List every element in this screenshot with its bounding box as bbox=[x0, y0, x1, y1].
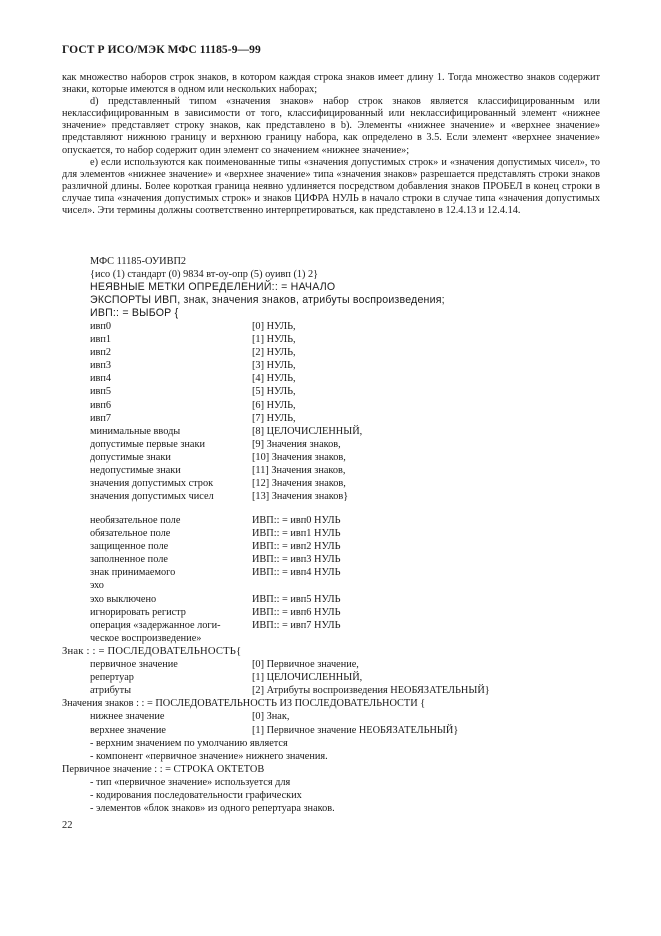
value-name: заполненное поле bbox=[90, 554, 168, 566]
znach-component-definition: [1] Первичное значение НЕОБЯЗАТЕЛЬНЫЙ} bbox=[252, 724, 459, 736]
znach-component-row bbox=[90, 724, 622, 737]
choice-name: ивп3 bbox=[90, 360, 112, 372]
value-name: ческое воспроизведение» bbox=[90, 632, 202, 644]
page-number: 22 bbox=[62, 820, 73, 831]
choice-row bbox=[90, 333, 600, 346]
value-definition: ИВП:: = ивп3 НУЛЬ bbox=[252, 554, 341, 566]
choice-name: недопустимые знаки bbox=[90, 465, 181, 477]
choice-row bbox=[90, 412, 600, 425]
znak-component-row bbox=[90, 671, 622, 684]
value-definition bbox=[252, 579, 600, 592]
value-name: обязательное поле bbox=[90, 528, 171, 540]
value-definition: ИВП:: = ивп7 НУЛЬ bbox=[252, 619, 341, 631]
value-definition: ИВП:: = ивп1 НУЛЬ bbox=[252, 528, 341, 540]
choice-name: значения допустимых строк bbox=[90, 478, 214, 490]
value-name: знак принимаемого bbox=[90, 567, 176, 579]
value-name: защищенное поле bbox=[90, 541, 169, 553]
value-name: необязательное поле bbox=[90, 515, 181, 526]
choice-row bbox=[90, 385, 600, 398]
value-definition: ИВП:: = ивп4 НУЛЬ bbox=[252, 567, 341, 579]
znach-component-row bbox=[90, 710, 622, 723]
ivp-choice-list bbox=[90, 320, 600, 503]
choice-definition: [4] НУЛЬ, bbox=[252, 373, 296, 385]
znak-component-row bbox=[90, 658, 622, 671]
value-definition: ИВП:: = ивп5 НУЛЬ bbox=[252, 593, 341, 605]
choice-name: ивп1 bbox=[90, 334, 112, 346]
ivp-value-list bbox=[90, 514, 600, 645]
znach-component-name: верхнее значение bbox=[90, 724, 166, 736]
choice-definition: [1] НУЛЬ, bbox=[252, 334, 296, 346]
choice-name: ивп2 bbox=[90, 347, 112, 359]
choice-name: допустимые знаки bbox=[90, 451, 171, 463]
perv-comments bbox=[90, 776, 622, 815]
module-name: МФС 11185-ОУИВП2 bbox=[90, 256, 187, 267]
znak-component-definition: [2] Атрибуты воспроизведения НЕОБЯЗАТЕЛЬНЫЙ} bbox=[252, 685, 490, 697]
choice-name: значения допустимых чисел bbox=[90, 491, 214, 503]
comment-line: - компонент «первичное значение» нижнего значения. bbox=[90, 750, 328, 762]
choice-name: ивп4 bbox=[90, 373, 112, 385]
choice-name: ивп7 bbox=[90, 412, 112, 424]
choice-definition: [5] НУЛЬ, bbox=[252, 386, 296, 398]
choice-row bbox=[90, 477, 600, 490]
comment-line: - элементов «блок знаков» из одного репертуара знаков. bbox=[90, 803, 335, 815]
choice-definition: [10] Значения знаков, bbox=[252, 451, 346, 463]
choice-definition: [3] НУЛЬ, bbox=[252, 360, 296, 372]
choice-definition: [0] НУЛЬ, bbox=[252, 321, 296, 332]
choice-definition: [9] Значения знаков, bbox=[252, 438, 341, 450]
choice-definition: [11] Значения знаков, bbox=[252, 465, 346, 477]
choice-definition: [2] НУЛЬ, bbox=[252, 347, 296, 359]
znak-component-row bbox=[90, 684, 622, 697]
asn-module-header bbox=[90, 255, 600, 320]
value-row bbox=[90, 540, 600, 553]
znach-head: Значения знаков : : = ПОСЛЕДОВАТЕЛЬНОСТЬ ИЗ ПОСЛЕДОВАТЕЛЬНОСТИ { bbox=[62, 698, 426, 710]
standard-header: ГОСТ Р ИСО/МЭК МФС 11185-9—99 bbox=[62, 44, 261, 56]
value-name: эхо bbox=[90, 580, 104, 592]
choice-definition: [7] НУЛЬ, bbox=[252, 412, 296, 424]
znach-component-definition: [0] Знак, bbox=[252, 711, 290, 723]
znach-rows bbox=[90, 710, 622, 736]
choice-row bbox=[90, 451, 600, 464]
znak-component-definition: [1] ЦЕЛОЧИСЛЕННЫЙ, bbox=[252, 672, 363, 684]
value-name: операция «задержанное логи- bbox=[90, 619, 221, 631]
choice-definition: [12] Значения знаков, bbox=[252, 478, 346, 490]
choice-row bbox=[90, 438, 600, 451]
value-definition: ИВП:: = ивп0 НУЛЬ bbox=[252, 515, 341, 526]
choice-row bbox=[90, 464, 600, 477]
choice-row bbox=[90, 399, 600, 412]
value-row bbox=[90, 566, 600, 579]
value-name: эхо выключено bbox=[90, 593, 157, 605]
perv-head: Первичное значение : : = СТРОКА ОКТЕТОВ bbox=[62, 763, 265, 775]
znak-rows bbox=[90, 658, 622, 697]
choice-name: ивп5 bbox=[90, 386, 112, 398]
choice-name: ивп6 bbox=[90, 399, 112, 411]
value-row bbox=[90, 619, 600, 632]
value-row bbox=[90, 593, 600, 606]
value-row bbox=[90, 606, 600, 619]
paragraph-continuation: как множество наборов строк знаков, в котором каждая строка знаков имеет длину 1. Тогда множество знаков содержит знаки, которые имеются в одном или нескольких наборах; bbox=[62, 72, 600, 96]
znach-component-name: нижнее значение bbox=[90, 711, 165, 723]
module-exports: ЭКСПОРТЫ ИВП, знак, значения знаков, атрибуты воспроизведения; bbox=[90, 294, 445, 307]
choice-name: минимальные вводы bbox=[90, 425, 181, 437]
choice-row bbox=[90, 320, 600, 333]
znak-component-definition: [0] Первичное значение, bbox=[252, 659, 359, 671]
znak-head: Знак : : = ПОСЛЕДОВАТЕЛЬНОСТЬ{ bbox=[62, 646, 242, 657]
comment-line: - верхним значением по умолчанию является bbox=[90, 737, 288, 749]
value-definition bbox=[252, 632, 600, 645]
paragraph-item-e: е) если используются как поименованные типы «значения допустимых строк» и «значения допустимых чисел», то для элементов «нижнее значение» и «верхнее значение» типа «значения знаков» разрешается представлять строки знаков различной длины. Более короткая граница неявно удлиняется посредством добавления знаков ПРОБЕЛ в конец строки в случае типа «значения допустимых строк» и знаков ЦИФРА НУЛЬ в начало строки в случае типа «значения допустимых чисел». Эти термины должны соответственно интерпретироваться, как представлено в 12.4.13 и 12.4.14. bbox=[62, 156, 600, 217]
choice-definition: [13] Значения знаков} bbox=[252, 491, 349, 503]
choice-row bbox=[90, 346, 600, 359]
choice-name: ивп0 bbox=[90, 321, 112, 332]
choice-definition: [6] НУЛЬ, bbox=[252, 399, 296, 411]
module-tags: НЕЯВНЫЕ МЕТКИ ОПРЕДЕЛЕНИЙ:: = НАЧАЛО bbox=[90, 281, 336, 294]
choice-row bbox=[90, 425, 600, 438]
ivp-choice-head: ИВП:: = ВЫБОР { bbox=[90, 307, 179, 320]
choice-row bbox=[90, 372, 600, 385]
prose-section bbox=[62, 72, 600, 217]
znach-comments bbox=[90, 737, 622, 763]
value-definition: ИВП:: = ивп6 НУЛЬ bbox=[252, 606, 341, 618]
znak-definition bbox=[62, 645, 622, 815]
choice-row bbox=[90, 359, 600, 372]
znak-component-name: репертуар bbox=[90, 672, 134, 684]
value-name: игнорировать регистр bbox=[90, 606, 186, 618]
choice-definition: [8] ЦЕЛОЧИСЛЕННЫЙ, bbox=[252, 425, 363, 437]
znak-component-name: атрибуты bbox=[90, 685, 132, 697]
comment-line: - тип «первичное значение» используется для bbox=[90, 776, 291, 788]
value-row bbox=[90, 632, 600, 645]
value-row bbox=[90, 514, 600, 527]
choice-name: допустимые первые знаки bbox=[90, 438, 206, 450]
module-oid: {исо (1) стандарт (0) 9834 вт-оу-опр (5) оуивп (1) 2} bbox=[90, 269, 319, 281]
znak-component-name: первичное значение bbox=[90, 659, 178, 671]
comment-line: - кодирования последовательности графических bbox=[90, 790, 302, 802]
value-row bbox=[90, 553, 600, 566]
value-row bbox=[90, 527, 600, 540]
value-definition: ИВП:: = ивп2 НУЛЬ bbox=[252, 541, 341, 553]
choice-row bbox=[90, 490, 600, 503]
value-row bbox=[90, 579, 600, 592]
paragraph-item-d: d) представленный типом «значения знаков» набор строк знаков является классифицированным или неклассифицированным в зависимости от того, классифицированный или неклассифицированный элемент «нижнее значение» представляет строку знаков, как представлено в b). Элементы «нижнее значение» и «верхнее значение» представляют нижнюю границу и верхнюю границу набора, как определено в 3.5. Если элемент «верхнее значение» опускается, то набор содержит один элемент со значением «нижнее значение»; bbox=[62, 96, 600, 156]
